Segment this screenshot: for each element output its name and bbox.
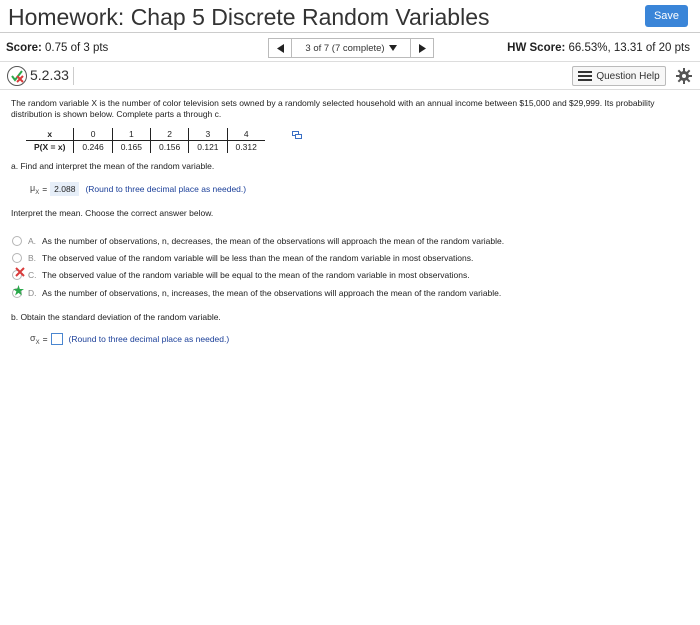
arrow-left-icon [277,44,284,53]
hw-score-label: HW Score: [507,42,566,54]
option-d[interactable] [12,288,501,298]
p-cell: 0.165 [112,141,150,154]
partial-credit-glyph [8,67,26,85]
gear-icon[interactable] [676,68,692,84]
option-letter: A. [28,236,37,246]
question-number: 5.2.33 [30,67,74,85]
option-letter: B. [28,253,37,263]
wrong-x-icon [15,267,25,277]
mean-answer-field[interactable]: 2.088 [50,182,79,196]
question-selector[interactable] [292,38,410,58]
option-text: The observed value of the random variable will be equal to the mean of the random variable in most observations. [42,270,470,280]
sigma-letter: σ [30,333,36,343]
radio-d[interactable] [12,288,22,298]
previous-question-button[interactable] [268,38,292,58]
option-letter: C. [28,270,37,280]
mean-hint: (Round to three decimal place as needed.) [85,184,247,194]
table-row [26,141,265,154]
p-cell: 0.312 [235,142,257,152]
x-cell: 2 [150,128,188,141]
score-bar [0,32,700,62]
option-text: The observed value of the random variable will be less than the mean of the random variable in most observations. [42,253,474,263]
copy-table-icon[interactable] [292,131,302,139]
mu-equals: = [42,184,48,194]
correct-star-icon [13,285,24,296]
radio-c[interactable] [12,270,22,280]
table-row [26,128,265,141]
option-a[interactable] [12,236,504,246]
std-dev-hint: (Round to three decimal place as needed.) [68,334,230,345]
mean-answer-row [30,182,246,196]
question-navigator [268,38,434,58]
option-text: As the number of observations, n, decreases, the mean of the observations will approach the mean of the random variable. [42,236,505,246]
sigma-equals: = [42,334,48,345]
option-c[interactable] [12,270,470,280]
mu-subscript: X [35,189,40,196]
interpret-prompt: Interpret the mean. Choose the correct answer below. [11,208,214,218]
x-header: x [26,128,74,141]
next-question-button[interactable] [410,38,434,58]
chevron-down-icon [389,45,397,51]
page-title: Homework: Chap 5 Discrete Random Variables [8,4,490,30]
hw-score-value: 66.53%, 13.31 of 20 pts [565,42,690,54]
x-cell: 0 [74,128,112,141]
option-letter: D. [28,288,37,298]
part-b-prompt: b. Obtain the standard deviation of the random variable. [11,312,221,322]
sigma-symbol [30,333,40,346]
p-cell: 0.121 [189,141,227,154]
question-help-label: Question Help [596,70,660,82]
arrow-right-icon [419,44,426,53]
probability-table [26,128,265,153]
score-value: 0.75 of 3 pts [41,42,109,54]
p-header: P(X = x) [26,141,74,154]
std-dev-input[interactable] [51,333,63,345]
p-cell: 0.246 [74,141,112,154]
score-label: Score: [6,42,42,54]
partial-credit-icon [7,66,27,86]
mu-symbol [30,183,39,196]
mu-letter: μ [30,182,36,193]
question-selector-label: 3 of 7 (7 complete) [305,42,385,54]
radio-a[interactable] [12,236,22,246]
question-help-button[interactable] [572,66,666,86]
problem-statement [11,98,691,120]
x-cell: 1 [112,128,150,141]
x-cell: 4 [227,128,265,141]
p-cell: 0.156 [150,141,188,154]
option-b[interactable] [12,253,473,263]
list-icon [578,71,592,81]
std-dev-answer-row [30,333,229,346]
option-text: As the number of observations, n, increases, the mean of the observations will approach the mean of the random variable. [42,288,502,298]
hw-score [507,42,690,54]
score [6,42,108,54]
radio-b[interactable] [12,253,22,263]
sigma-subscript: X [35,339,40,346]
x-cell: 3 [189,128,227,141]
problem-intro: The random variable X is the number of color television sets owned by a randomly selected household with an annual income between $15,000 and $29,999. Its probability distribution is shown below. Complete parts a through c. [11,98,655,119]
question-bar [0,62,700,90]
save-button[interactable]: Save [645,5,688,27]
part-a-prompt: a. Find and interpret the mean of the random variable. [11,161,215,171]
